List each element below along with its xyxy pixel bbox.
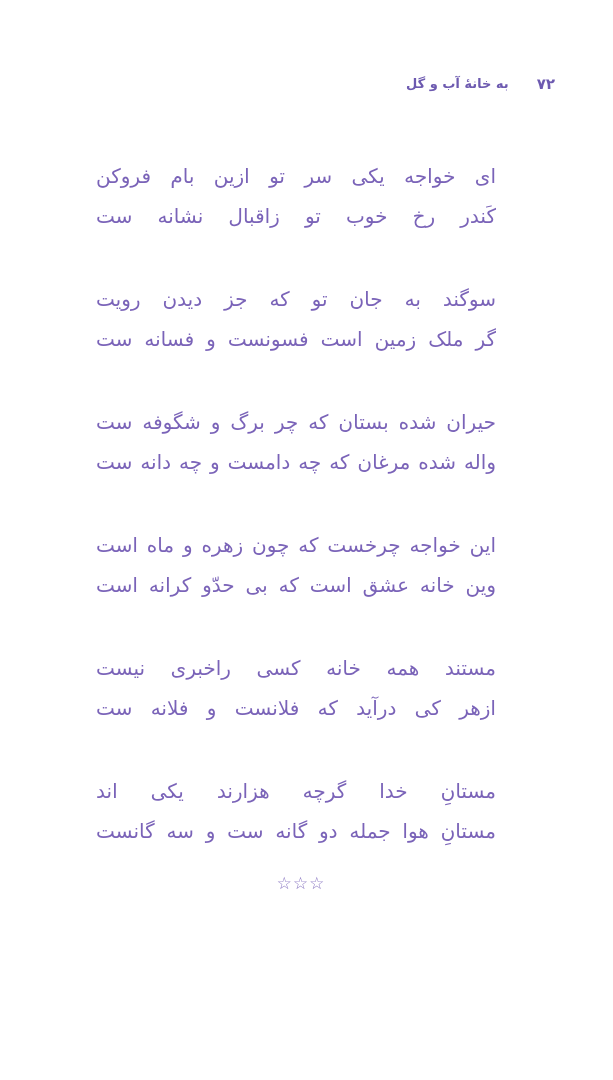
poem-line: ازهر کی درآید که فلانست و فلانه ست [96, 696, 496, 720]
poem-line: ای خواجه یکی سر تو ازین بام فروکن [96, 164, 496, 188]
stanza-3 [96, 402, 496, 525]
running-title: به خانهٔ آب و گل [406, 76, 509, 92]
poem-line: این خواجه چرخست که چون زهره و ماه است [96, 533, 496, 557]
poem-line: واله شده مرغان که چه دامست و چه دانه ست [96, 450, 496, 474]
poem-line: حیران شده بستان که چر برگ و شگوفه ست [96, 410, 496, 434]
stanza-5 [96, 648, 496, 771]
poem-line: کَندر رخ خوب تو زاقبال نشانه ست [96, 204, 496, 228]
poem-line: مستانِ خدا گرچه هزارند یکی اند [96, 779, 496, 803]
stanza-4 [96, 525, 496, 648]
star-ornament: ☆☆☆ [276, 874, 326, 894]
poem-line: مستند همه خانه کسی راخبری نیست [96, 656, 496, 680]
page-number: ۷۲ [536, 75, 555, 93]
poem [96, 156, 496, 894]
poem-line: وین خانه عشق است که بی حدّو کرانه است [96, 573, 496, 597]
poem-line: مستانِ هوا جمله دو گانه ست و سه گانست [96, 819, 496, 843]
stanza-1 [96, 156, 496, 279]
poem-line: سوگند به جان تو که جز دیدن رویت [96, 287, 496, 311]
stanza-2 [96, 279, 496, 402]
page-header [390, 72, 555, 96]
poem-line: گر ملک زمین است فسونست و فسانه ست [96, 327, 496, 351]
